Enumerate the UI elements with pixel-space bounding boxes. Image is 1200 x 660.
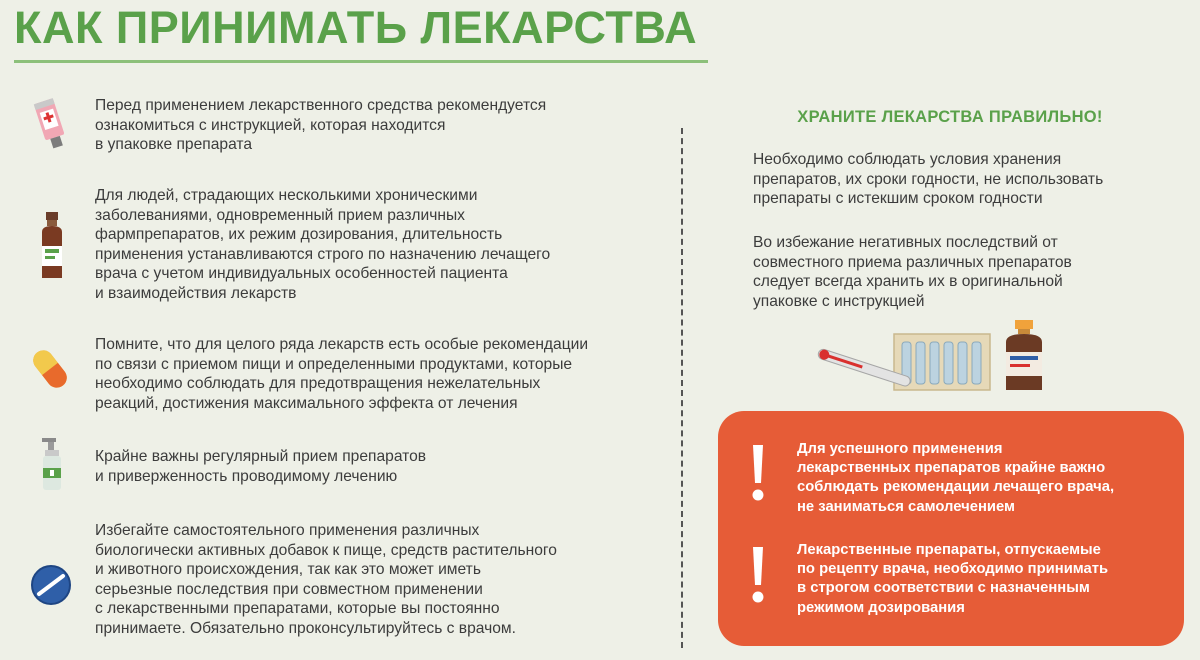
- syrup-bottle-icon: [36, 212, 68, 280]
- warning-text-2: Лекарственные препараты, отпускаемые по рецепту врача, необходимо принимать в строгом соответствии с назначенным режимом дозирования: [797, 542, 1109, 616]
- storage-paragraph-2: Во избежание негативных последствий от совместного приема различных препаратов следует всегда хранить их в оригинальной упаковке с инструкцией: [753, 234, 1072, 310]
- instruction-item-1: Перед применением лекарственного средства рекомендуется ознакомиться с инструкцией, которая находится в упаковке препарата: [95, 97, 547, 153]
- capsule-icon: [30, 346, 70, 392]
- exclamation-icon: [750, 545, 766, 605]
- instruction-item-2: Для людей, страдающих несколькими хроническими заболеваниями, одновременный прием различных фармпрепаратов, их режим дозирования, длительность применения устанавливаются строго по назначению лечащего врача с учетом индивидуальных особенностей пациента и взаимодействия лекарств: [95, 187, 551, 302]
- medicine-storage-illustration: [812, 318, 1052, 394]
- instruction-item-4: Крайне важны регулярный прием препаратов и приверженность проводимому лечению: [95, 448, 427, 485]
- warning-text-1: Для успешного применения лекарственных препаратов крайне важно соблюдать рекомендации лечащего врача, не заниматься самолечением: [797, 441, 1115, 515]
- pill-tablet-icon: [28, 562, 74, 608]
- storage-paragraph-1: Необходимо соблюдать условия хранения препаратов, их сроки годности, не использовать препараты с истекшим сроком годности: [753, 151, 1104, 207]
- spray-bottle-icon: [36, 436, 70, 492]
- storage-title: ХРАНИТЕ ЛЕКАРСТВА ПРАВИЛЬНО!: [797, 108, 1103, 126]
- exclamation-icon: [750, 443, 766, 503]
- instruction-item-3: Помните, что для целого ряда лекарств есть особые рекомендации по связи с приемом пищи и определенными продуктами, которые необходимо соблюдать для предотвращения нежелательных реакций, достижения максимального эффекта от лечения: [95, 336, 589, 412]
- instruction-item-5: Избегайте самостоятельного применения различных биологически активных добавок к пище, средств растительного и животного происхождения, так как это может иметь серьезные последствия при совместном применении с лекарственными препаратами, которые вы постоянно принимаете. Обязательно проконсультируйтесь с врачом.: [95, 522, 557, 637]
- title-underline: [14, 60, 708, 63]
- column-divider: [681, 128, 683, 648]
- page-title: КАК ПРИНИМАТЬ ЛЕКАРСТВА: [14, 2, 698, 53]
- ointment-tube-icon: [30, 96, 72, 154]
